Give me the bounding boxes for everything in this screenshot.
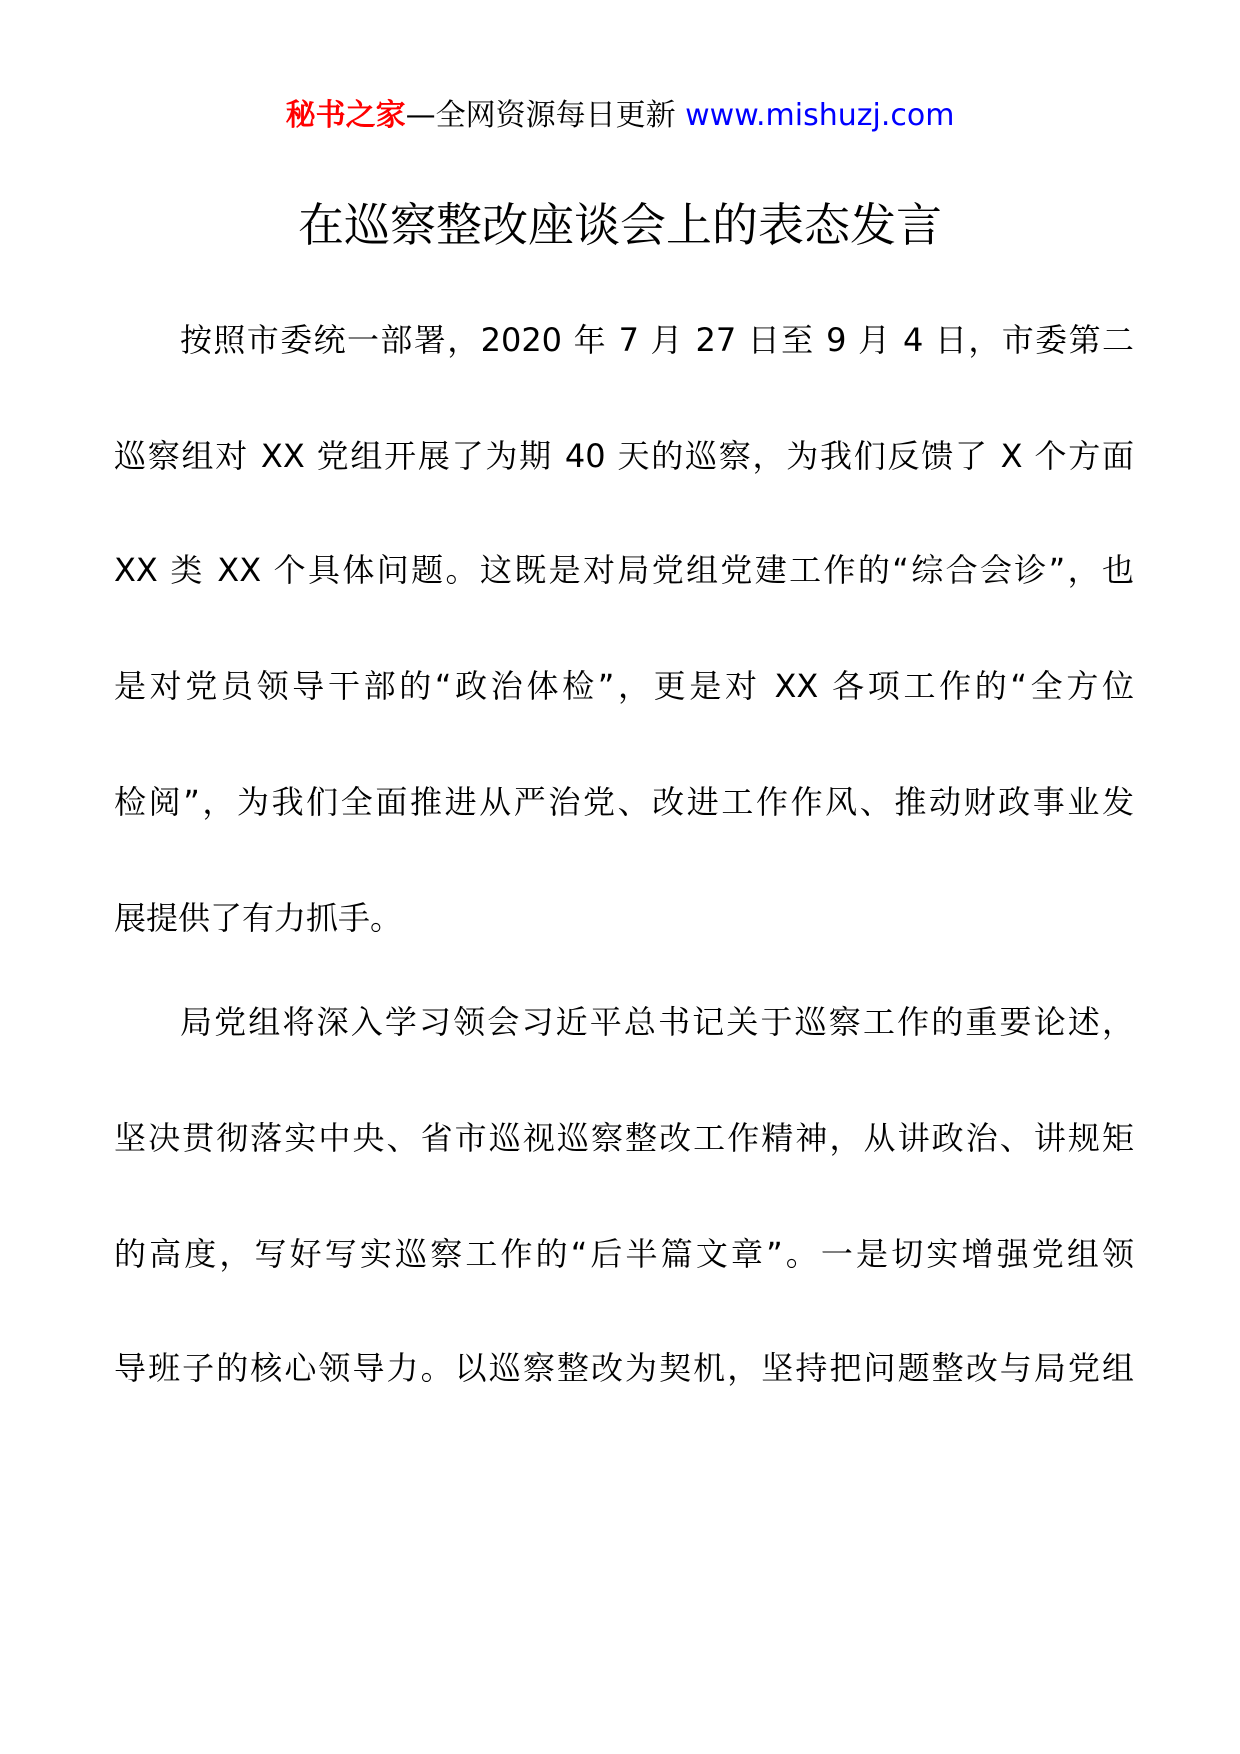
paragraph-line: 展提供了有力抓手。 [114, 899, 403, 937]
paragraph-line: 巡察组对 XX 党组开展了为期 40 天的巡察，为我们反馈了 X 个方面 [114, 437, 1134, 475]
paragraph-line: 检阅”，为我们全面推进从严治党、改进工作作风、推动财政事业发 [114, 783, 1134, 821]
paragraph-line: 是对党员领导干部的“政治体检”，更是对 XX 各项工作的“全方位 [114, 667, 1134, 705]
paragraph-line: 导班子的核心领导力。以巡察整改为契机，坚持把问题整改与局党组 [114, 1349, 1134, 1387]
site-header [0, 96, 1240, 136]
brand-name: 秘书之家 [285, 98, 406, 133]
header-tagline: —全网资源每日更新 [405, 98, 686, 133]
paragraph-line: 按照市委统一部署，2020 年 7 月 27 日至 9 月 4 日，市委第二 [180, 321, 1134, 359]
paragraph-line: 坚决贯彻落实中央、省市巡视巡察整改工作精神，从讲政治、讲规矩 [114, 1119, 1134, 1157]
website-link[interactable]: www.mishuzj.com [685, 98, 955, 133]
paragraph-line: 的高度，写好写实巡察工作的“后半篇文章”。一是切实增强党组领 [114, 1235, 1134, 1273]
document-title: 在巡察整改座谈会上的表态发言 [298, 198, 942, 252]
paragraph-line: XX 类 XX 个具体问题。这既是对局党组党建工作的“综合会诊”，也 [114, 551, 1134, 589]
paragraph-line: 局党组将深入学习领会习近平总书记关于巡察工作的重要论述， [180, 1003, 1134, 1041]
